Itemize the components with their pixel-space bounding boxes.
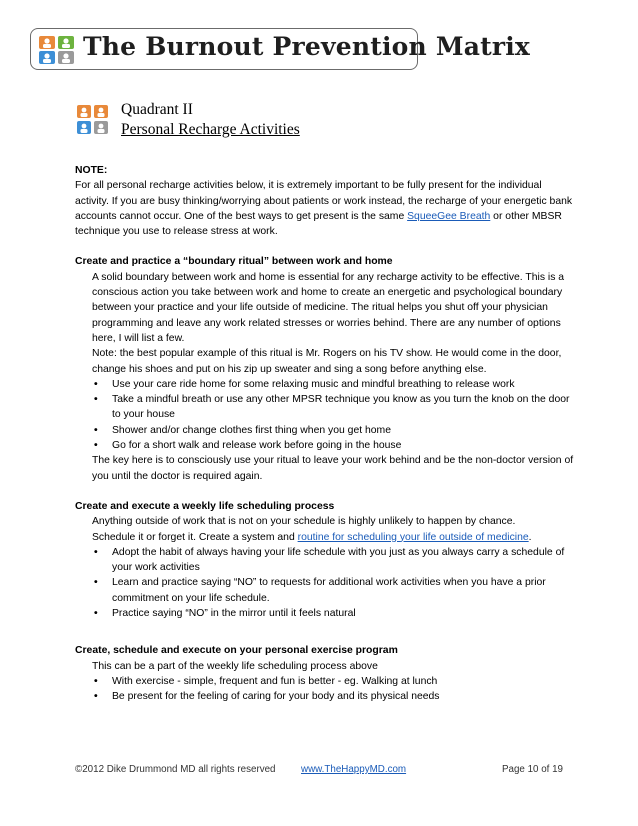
- section-paragraph: [75, 530, 575, 545]
- section-paragraph: Note: the best popular example of this ritual is Mr. Rogers on his TV show. He would come in the door, change his shoes and put on his zip up sweater and sing a song before anything else.: [92, 348, 562, 375]
- logo-title: The Burnout Prevention Matrix: [83, 32, 531, 61]
- list-item: • Go for a short walk and release work before going in the house: [92, 438, 575, 453]
- bullet-list: [75, 545, 575, 621]
- scheduling-routine-link[interactable]: routine for scheduling your life outside of medicine: [297, 531, 529, 543]
- section-paragraph: The key here is to consciously use your ritual to leave your work behind and be the non-doctor version of you until the doctor is required again.: [92, 455, 574, 482]
- footer-page-number: Page 10 of 19: [501, 764, 563, 775]
- list-item: • With exercise - simple, frequent and fun is better - eg. Walking at lunch: [92, 674, 575, 689]
- paragraph-text: Schedule it or forget it. Create a system and: [92, 531, 298, 543]
- bullet-list: [75, 674, 575, 705]
- section-heading: Create and execute a weekly life scheduling process: [75, 500, 335, 512]
- list-item: • Be present for the feeling of caring for your body and its physical needs: [92, 689, 575, 704]
- list-item: • Take a mindful breath or use any other MPSR technique you know as you turn the knob on the door to your house: [92, 392, 575, 423]
- quadrant-subtitle: Personal Recharge Activities: [121, 121, 300, 138]
- footer-copyright: ©2012 Dike Drummond MD all rights reserved: [75, 764, 276, 775]
- section-paragraph: This can be a part of the weekly life scheduling process above: [92, 660, 378, 672]
- list-item: • Practice saying “NO” in the mirror until it feels natural: [92, 606, 575, 621]
- note-text: For all personal recharge activities below, it is extremely important to be fully present for the individual activity. If you are busy thinking/worrying about patients or work instead, the recharge of your energetic bank accounts cannot occur. One of the best ways to get present is the same: [75, 180, 573, 222]
- quadrant-people-icon: [76, 104, 110, 136]
- section-heading: Create and practice a “boundary ritual” between work and home: [75, 256, 393, 268]
- people-icon: [38, 35, 76, 65]
- section-paragraph: Anything outside of work that is not on your schedule is highly unlikely to happen by chance.: [92, 516, 516, 528]
- list-item: • Adopt the habit of always having your life schedule with you just as you always carry a schedule of your work activities: [92, 545, 575, 576]
- document-body: [75, 163, 575, 705]
- note-text-end: or other MBSR technique you use to release stress at work.: [75, 210, 562, 238]
- list-item: • Learn and practice saying “NO” to requests for additional work activities when you have a prior commitment on your life schedule.: [92, 575, 575, 606]
- quadrant-label: Quadrant II: [121, 101, 193, 118]
- logo-banner: [30, 28, 531, 70]
- squeegee-breath-link[interactable]: SqueeGee Breath: [407, 210, 491, 222]
- note-heading: NOTE:: [75, 165, 108, 176]
- list-item: • Shower and/or change clothes first thing when you get home: [92, 423, 575, 438]
- bullet-list: [75, 377, 575, 453]
- paragraph-text-end: .: [528, 531, 532, 543]
- section-heading: Create, schedule and execute on your personal exercise program: [75, 645, 398, 657]
- quadrant-heading: [121, 100, 300, 140]
- section-paragraph: A solid boundary between work and home is essential for any recharge activity to be effective. This is a conscious action you take between work and home to create an energetic and psychological boundary between your practice and your life outside of medicine. The ritual helps you shut off your physician programming and leave any work related stresses or worries behind. There are any number of options here, I will list a few.: [92, 271, 565, 344]
- note-paragraph: [75, 178, 575, 239]
- footer-website-link[interactable]: www.TheHappyMD.com: [301, 764, 407, 775]
- list-item: • Use your care ride home for some relaxing music and mindful breathing to release work: [92, 377, 575, 392]
